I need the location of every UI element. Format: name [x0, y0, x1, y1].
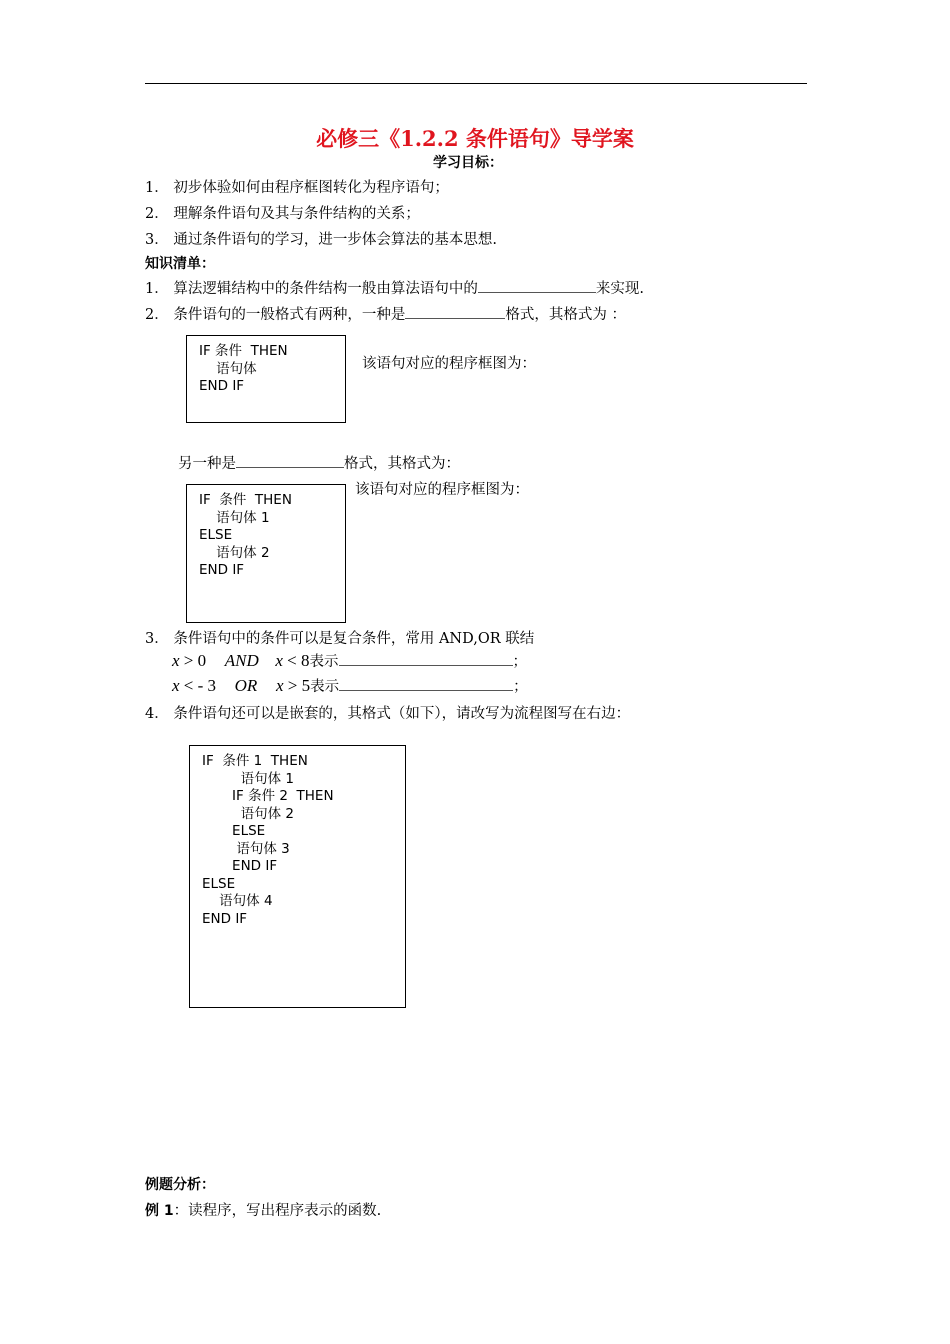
math-var: x: [172, 676, 180, 695]
code-line: 语句体: [199, 360, 257, 377]
answer-blank-1[interactable]: [478, 278, 596, 293]
knowledge-item-1: [145, 277, 644, 298]
code-line: IF 条件 THEN: [199, 343, 288, 359]
goals-heading: 学习目标：: [433, 155, 503, 171]
math-var: x: [172, 651, 180, 670]
example-1-label: 例 1: [145, 1203, 174, 1219]
answer-blank-4[interactable]: [339, 651, 513, 666]
knowledge-item-4: 4． 条件语句还可以是嵌套的，其格式（如下），请改写为流程图写在右边：: [145, 706, 631, 722]
flowchart-caption-2: 该语句对应的程序框图为：: [355, 482, 529, 498]
math-var: x: [275, 676, 284, 695]
example-heading: 例题分析：: [145, 1177, 215, 1193]
compound-condition-and: [172, 650, 527, 671]
code-if-then: [199, 343, 288, 396]
expression-end: ；: [512, 654, 527, 670]
knowledge-item-3: 3． 条件语句中的条件可以是复合条件，常用 AND,OR 联结: [145, 631, 535, 647]
knowledge-item-1-prefix: 1． 算法逻辑结构中的条件结构一般由算法语句中的: [145, 281, 478, 297]
answer-blank-5[interactable]: [339, 676, 513, 691]
math-op: > 5: [283, 676, 311, 695]
code-line: 语句体 3: [202, 840, 290, 857]
goal-item-3: 3． 通过条件语句的学习，进一步体会算法的基本思想.: [145, 232, 497, 248]
goal-item-2: 2． 理解条件语句及其与条件结构的关系；: [145, 206, 420, 222]
code-line: END IF: [202, 910, 248, 927]
example-1: [145, 1199, 381, 1220]
code-line: IF 条件 1 THEN: [202, 753, 308, 769]
knowledge-item-2-prefix: 2． 条件语句的一般格式有两种，一种是: [145, 307, 406, 323]
expression-label: 表示: [309, 654, 339, 670]
code-line: END IF: [202, 858, 278, 874]
code-line: 语句体 2: [202, 805, 295, 822]
code-nested-if: [202, 753, 334, 928]
code-line: ELSE: [202, 875, 236, 892]
answer-blank-3[interactable]: [236, 453, 344, 468]
page-title: 必修三《1.2.2 条件语句》导学案: [316, 126, 634, 151]
expression-label: 表示: [310, 679, 340, 695]
other-format-prefix: 另一种是: [178, 456, 236, 472]
code-line: ELSE: [199, 527, 233, 543]
knowledge-item-2-suffix: 格式，其格式为 ：: [505, 307, 626, 323]
code-line: END IF: [199, 378, 245, 394]
expression-end: ；: [513, 679, 528, 695]
example-1-text: ：读程序，写出程序表示的函数.: [173, 1203, 382, 1219]
code-line: 语句体 1: [199, 509, 270, 526]
code-line: 语句体 2: [199, 544, 270, 561]
knowledge-item-1-suffix: 来实现.: [595, 281, 644, 297]
code-if-else: [199, 492, 292, 580]
math-op: < 8: [282, 651, 310, 670]
header-rule: [145, 83, 807, 84]
math-conj: AND: [224, 651, 259, 670]
goal-item-1: 1． 初步体验如何由程序框图转化为程序语句；: [145, 180, 449, 196]
math-op: < - 3: [179, 676, 217, 695]
other-format-suffix: 格式，其格式为：: [344, 456, 460, 472]
code-line: 语句体 1: [202, 770, 295, 787]
math-conj: OR: [234, 676, 258, 695]
knowledge-heading: 知识清单：: [145, 256, 215, 272]
math-var: x: [275, 651, 283, 670]
knowledge-item-2: [145, 303, 626, 324]
code-line: IF 条件 THEN: [199, 492, 292, 508]
flowchart-caption-1: 该语句对应的程序框图为：: [362, 356, 536, 372]
answer-blank-2[interactable]: [405, 304, 505, 319]
code-line: IF 条件 2 THEN: [202, 788, 334, 804]
code-line: END IF: [199, 562, 245, 578]
other-format-line: [178, 452, 460, 473]
code-line: ELSE: [202, 823, 266, 839]
compound-condition-or: [172, 675, 528, 696]
code-line: 语句体 4: [202, 893, 273, 909]
math-op: > 0: [179, 651, 207, 670]
